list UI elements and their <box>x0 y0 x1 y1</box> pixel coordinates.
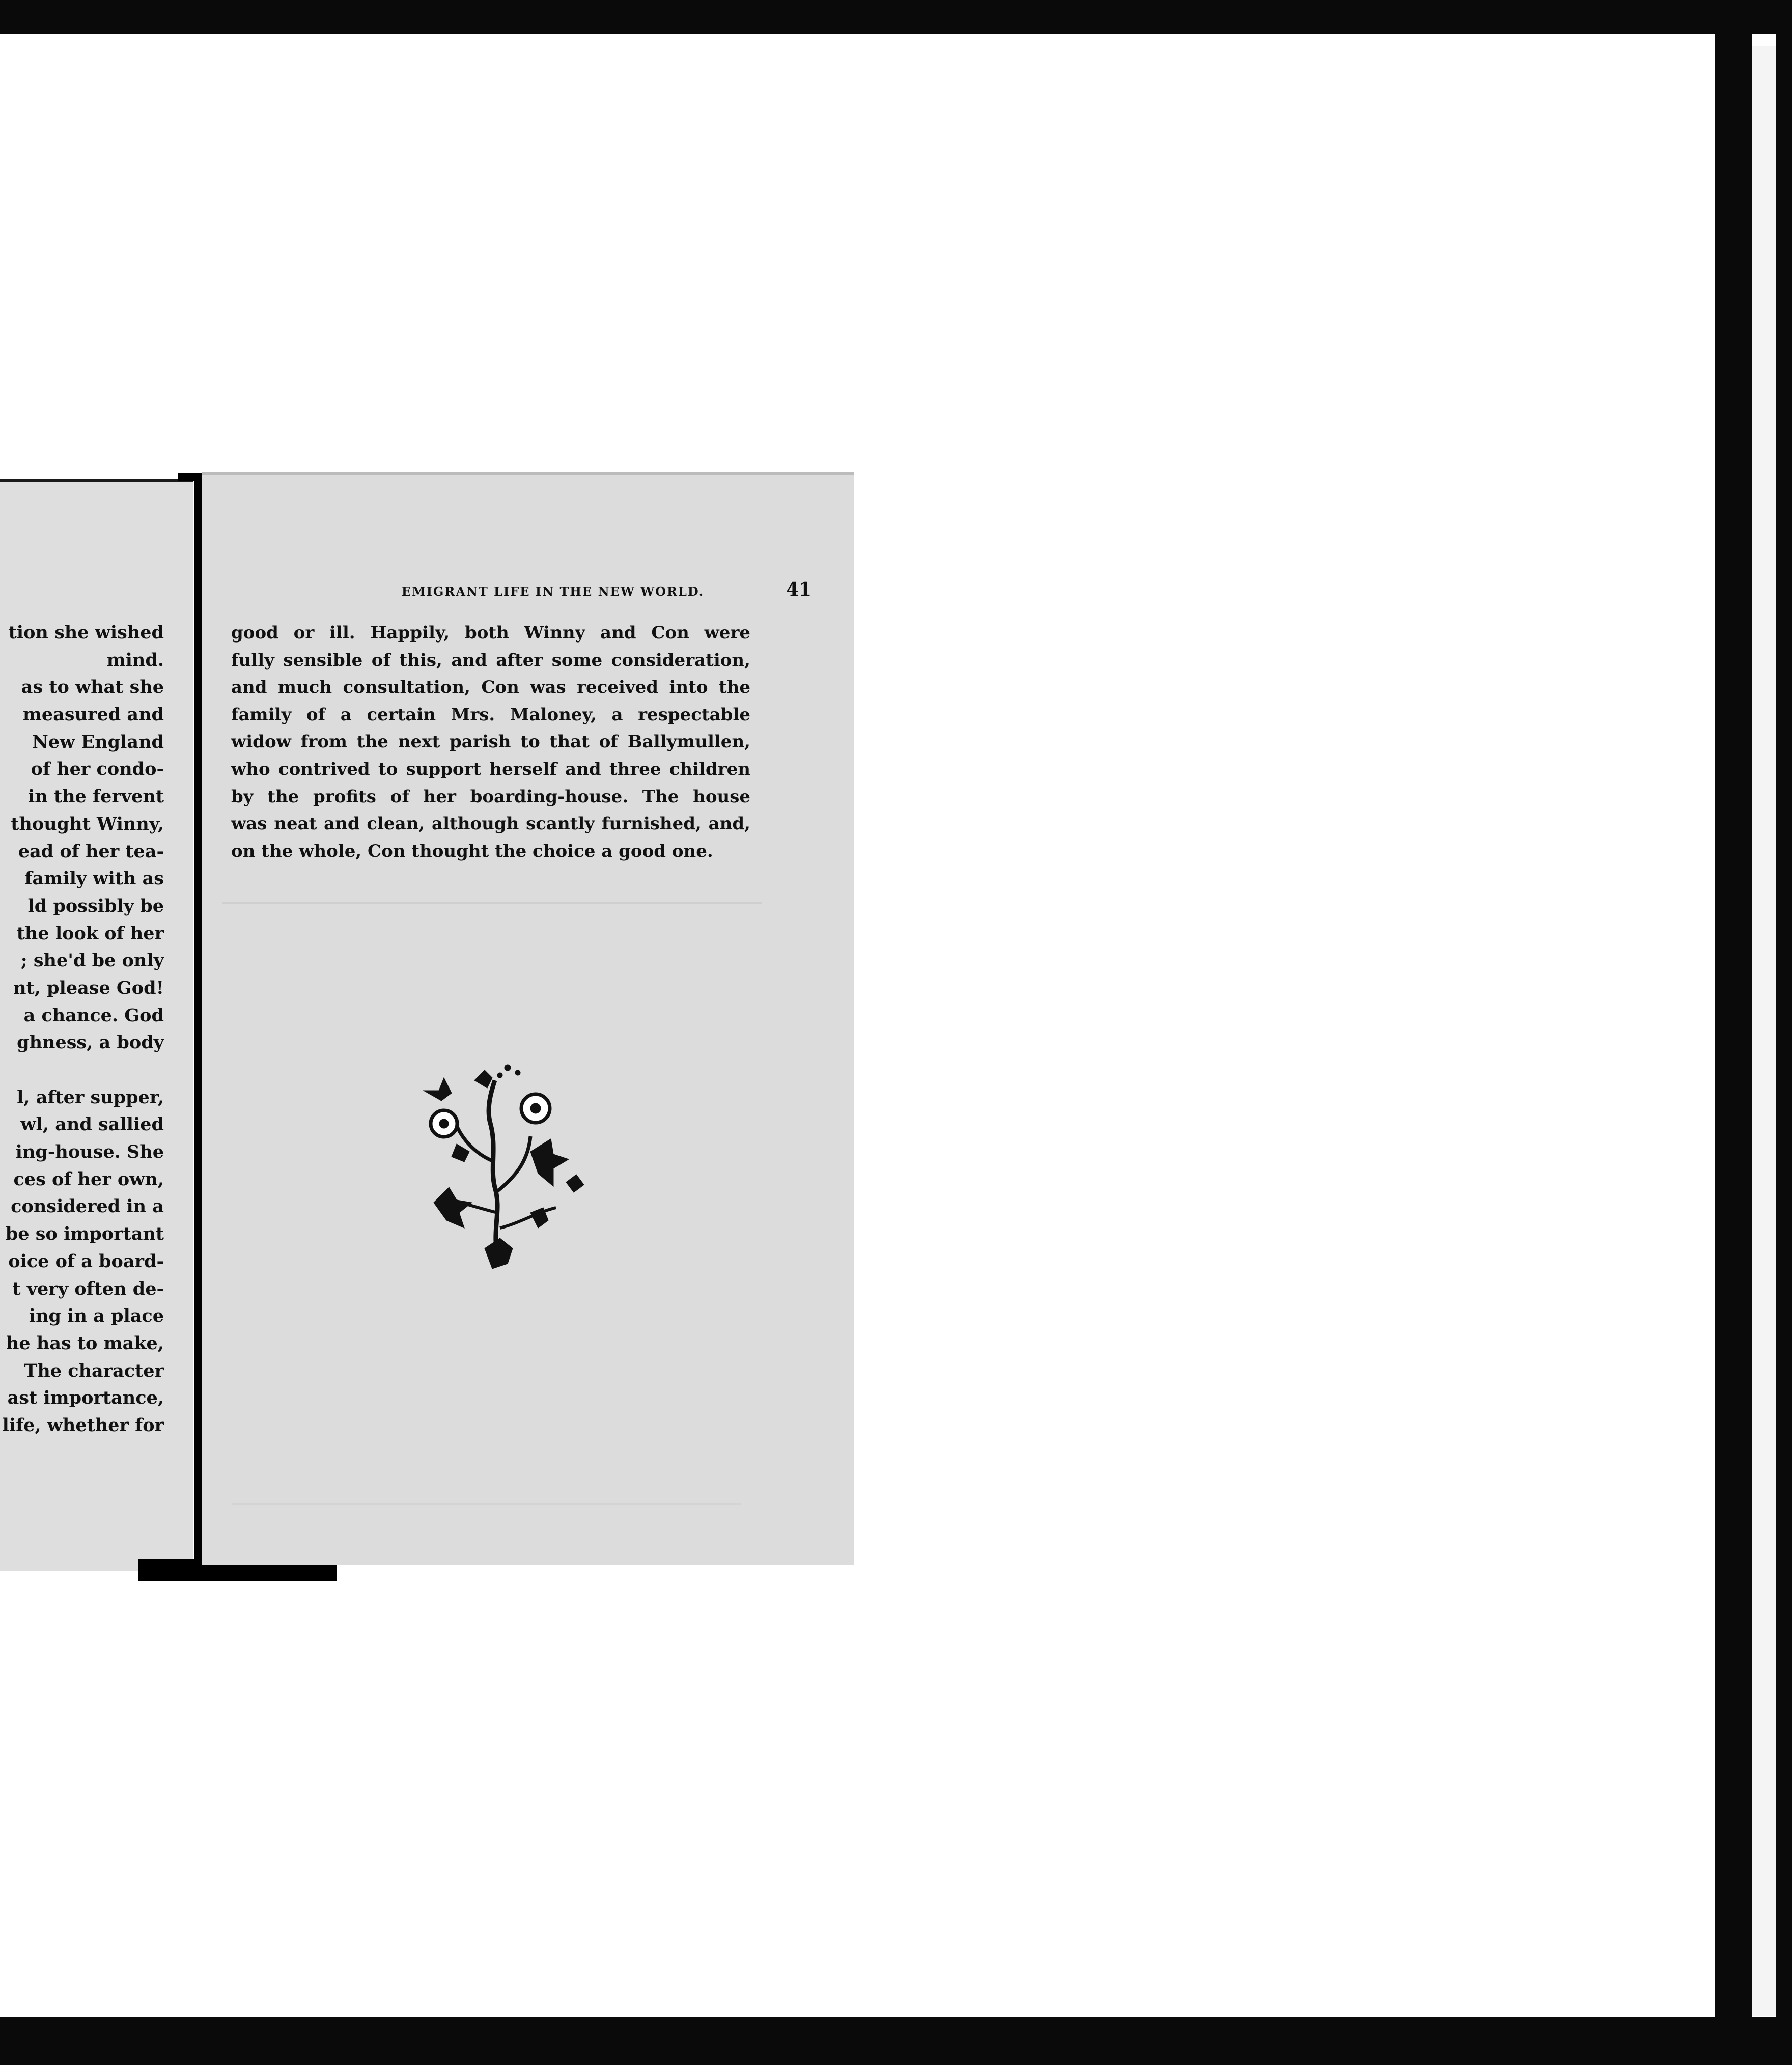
text-line: in the fervent <box>28 786 164 807</box>
text-line: on the whole, Con thought the choice a good one. <box>231 841 713 861</box>
scan-frame-right <box>1715 31 1752 2026</box>
text-line: ; she'd be only <box>20 950 164 971</box>
floral-ornament-icon <box>413 1060 586 1274</box>
scan-frame-bottom <box>0 2017 1792 2065</box>
text-line: nt, please God! <box>13 977 164 998</box>
scan-frame-gap <box>1752 46 1776 2016</box>
text-line: fully sensible of this, and after some consideration, <box>231 650 750 671</box>
text-line: he has to make, <box>6 1332 164 1354</box>
scan-frame-top <box>0 0 1792 34</box>
text-line: ghness, a body <box>17 1032 164 1053</box>
text-line: t very often de- <box>12 1278 164 1299</box>
text-line: who contrived to support herself and three children <box>231 759 750 779</box>
scan-frame-right-edge <box>1776 31 1792 2026</box>
text-line: was neat and clean, although scantly furnished, and, <box>231 814 750 834</box>
text-line: mind. <box>106 649 164 671</box>
text-line: widow from the next parish to that of Ballymullen, <box>231 732 750 752</box>
show-through-line <box>232 1503 741 1505</box>
text-line: ces of her own, <box>13 1168 164 1190</box>
text-line: ing-house. She <box>15 1141 164 1163</box>
text-line: New England <box>32 731 164 752</box>
current-page <box>202 472 854 1565</box>
text-line: by the profits of her boarding-house. The house <box>231 786 750 807</box>
text-line: considered in a <box>11 1196 164 1217</box>
text-line: be so important <box>5 1223 164 1245</box>
text-line: as to what she <box>21 677 164 698</box>
text-line: life, whether for <box>2 1414 164 1436</box>
page-number: 41 <box>786 579 812 600</box>
page-body-text <box>231 620 750 865</box>
text-line: of her condo- <box>31 759 164 780</box>
previous-page-text <box>0 619 164 1439</box>
text-line: l, after supper, <box>17 1086 164 1108</box>
text-line: a chance. God <box>23 1004 164 1026</box>
running-head: EMIGRANT LIFE IN THE NEW WORLD. <box>401 584 705 599</box>
text-line: oice of a board- <box>8 1250 164 1272</box>
text-line: and much consultation, Con was received into the <box>231 677 750 698</box>
text-line: ld possibly be <box>27 895 164 916</box>
text-line: thought Winny, <box>11 813 164 834</box>
text-line: family with as <box>24 868 164 889</box>
text-line: ast importance, <box>7 1387 164 1409</box>
text-line: tion she wished <box>8 622 164 643</box>
text-line: ing in a place <box>29 1305 164 1327</box>
text-line: ead of her tea- <box>18 841 164 862</box>
show-through-line <box>222 902 762 904</box>
text-line: measured and <box>22 704 164 725</box>
text-line: wl, and sallied <box>20 1114 164 1135</box>
text-line: good or ill. Happily, both Winny and Con were <box>231 623 750 643</box>
book-spine <box>194 479 202 1563</box>
text-line: family of a certain Mrs. Maloney, a respectable <box>231 704 750 725</box>
text-line <box>0 1056 164 1084</box>
text-line: The character <box>24 1360 164 1381</box>
previous-page <box>0 479 193 1571</box>
text-line: the look of her <box>16 923 164 944</box>
